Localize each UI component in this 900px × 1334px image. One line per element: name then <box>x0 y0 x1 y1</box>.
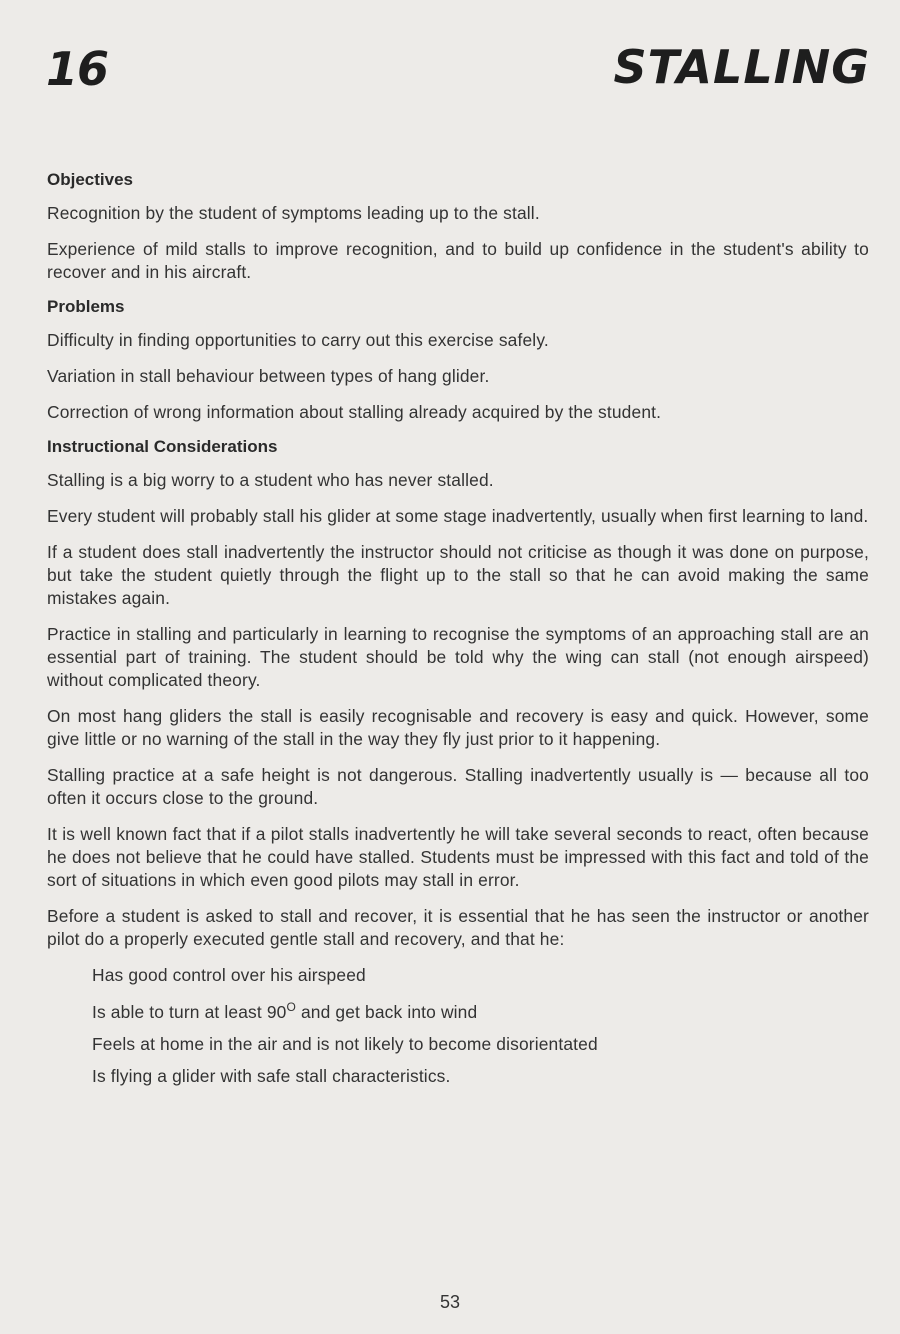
objectives-paragraph: Recognition by the student of symptoms leading up to the stall. <box>47 203 540 223</box>
instructional-paragraph: Before a student is asked to stall and recover, it is essential that he has seen the instructor or another pilot do a properly executed gentle stall and recovery, and that he: <box>47 906 869 949</box>
problems-paragraph: Difficulty in finding opportunities to carry out this exercise safely. <box>47 330 549 350</box>
objectives-heading: Objectives <box>47 170 133 189</box>
list-item <box>92 996 869 1024</box>
instructional-heading: Instructional Considerations <box>47 437 278 456</box>
instructional-paragraph: Stalling practice at a safe height is not dangerous. Stalling inadvertently usually is — because all too often it occurs close to the ground. <box>47 765 869 808</box>
instructional-section <box>47 437 869 1088</box>
requirements-list <box>47 964 869 1088</box>
problems-heading: Problems <box>47 297 125 316</box>
chapter-title: STALLING <box>613 40 870 94</box>
list-item: Feels at home in the air and is not likely to become disorientated <box>92 1033 598 1054</box>
turn-item-suffix: and get back into wind <box>295 1001 478 1022</box>
page-number: 53 <box>439 1292 461 1312</box>
instructional-paragraph: Every student will probably stall his glider at some stage inadvertently, usually when first learning to land. <box>47 506 869 526</box>
page-content <box>47 170 869 1097</box>
list-item: Is flying a glider with safe stall characteristics. <box>92 1065 451 1086</box>
instructional-paragraph: If a student does stall inadvertently the instructor should not criticise as though it was done on purpose, but take the student quietly through the flight up to the stall so that he can avoid making the same mistakes again. <box>47 542 869 608</box>
turn-item-prefix: Is able to turn at least 90 <box>92 1001 287 1022</box>
instructional-paragraph: On most hang gliders the stall is easily recognisable and recovery is easy and quick. However, some give little or no warning of the stall in the way they fly just prior to it happening. <box>47 706 869 749</box>
problems-paragraph: Variation in stall behaviour between types of hang glider. <box>47 366 490 386</box>
list-item: Has good control over his airspeed <box>92 965 366 985</box>
instructional-paragraph: It is well known fact that if a pilot stalls inadvertently he will take several seconds to react, often because he does not believe that he could have stalled. Students must be impressed with this fact and told of the sort of situations in which even good pilots may stall in error. <box>47 824 869 890</box>
objectives-paragraph: Experience of mild stalls to improve recognition, and to build up confidence in the student's ability to recover and in his aircraft. <box>47 239 869 282</box>
chapter-number: 16 <box>46 42 109 96</box>
problems-section <box>47 297 869 424</box>
instructional-paragraph: Stalling is a big worry to a student who has never stalled. <box>47 470 494 490</box>
objectives-section <box>47 170 869 284</box>
degree-superscript: O <box>286 1000 296 1014</box>
problems-paragraph: Correction of wrong information about stalling already acquired by the student. <box>47 402 662 422</box>
instructional-paragraph: Practice in stalling and particularly in learning to recognise the symptoms of an approaching stall are an essential part of training. The student should be told why the wing can stall (not enough airspeed) without complicated theory. <box>47 624 869 690</box>
